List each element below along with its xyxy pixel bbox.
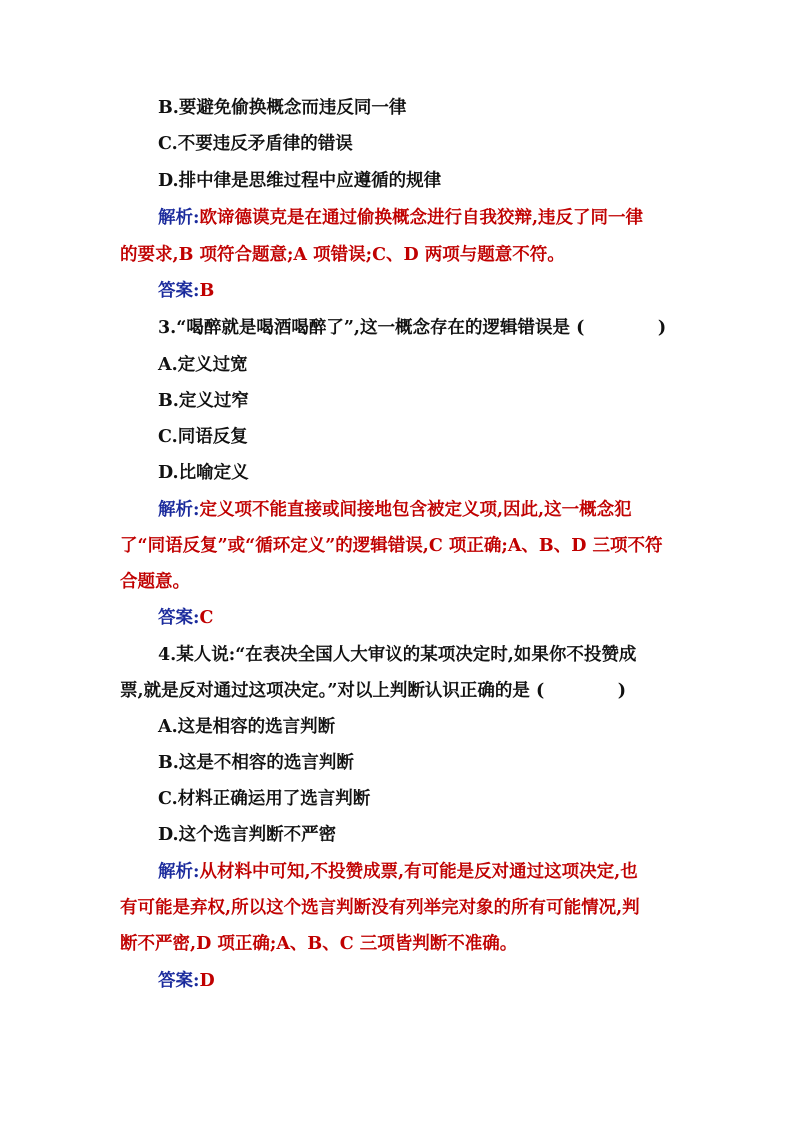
q2-analysis-text-1: 欧谛德谟克是在通过偷换概念进行自我狡辩,违反了同一律 bbox=[199, 208, 644, 228]
q3-stem bbox=[158, 310, 680, 346]
q2-answer bbox=[158, 273, 680, 309]
q4-analysis-label: 解析: bbox=[158, 862, 200, 882]
q3-paren-close: ) bbox=[657, 318, 667, 338]
q3-answer bbox=[158, 600, 680, 636]
q2-analysis-label: 解析: bbox=[158, 208, 200, 228]
q3-option-c: C.同语反复 bbox=[158, 427, 248, 447]
q4-answer bbox=[158, 963, 680, 999]
q4-analysis-text-1: 从材料中可知,不投赞成票,有可能是反对通过这项决定,也 bbox=[199, 862, 638, 882]
q3-analysis-text-1: 定义项不能直接或间接地包含被定义项,因此,这一概念犯 bbox=[199, 500, 632, 520]
q4-option-a: A.这是相容的选言判断 bbox=[158, 717, 336, 737]
q3-answer-value: C bbox=[199, 608, 214, 628]
q2-answer-label: 答案: bbox=[158, 281, 200, 301]
q4-option-c: C.材料正确运用了选言判断 bbox=[158, 789, 371, 809]
q3-paren-open: ( bbox=[576, 318, 585, 338]
q2-option-c: C.不要违反矛盾律的错误 bbox=[158, 134, 353, 154]
q2-option-b: B.要避免偷换概念而违反同一律 bbox=[158, 98, 407, 118]
q4-paren-open: ( bbox=[536, 681, 545, 701]
q4-option-b: B.这是不相容的选言判断 bbox=[158, 753, 354, 773]
q4-stem-text-2: 票,就是反对通过这项决定。”对以上判断认识正确的是 bbox=[120, 681, 530, 701]
q3-analysis-label: 解析: bbox=[158, 500, 200, 520]
q4-analysis-line-1 bbox=[158, 854, 680, 890]
q2-option-d: D.排中律是思维过程中应遵循的规律 bbox=[158, 171, 442, 191]
q4-option-d: D.这个选言判断不严密 bbox=[158, 825, 337, 845]
q3-option-b: B.定义过窄 bbox=[158, 391, 249, 411]
q4-answer-value: D bbox=[199, 971, 215, 991]
q4-analysis-line-3: 断不严密,D 项正确;A、B、C 三项皆判断不准确。 bbox=[120, 934, 518, 954]
q2-analysis-line-2: 的要求,B 项符合题意;A 项错误;C、D 两项与题意不符。 bbox=[120, 245, 565, 265]
q4-stem-line-1: 4.某人说:“在表决全国人大审议的某项决定时,如果你不投赞成 bbox=[158, 645, 637, 665]
q2-answer-value: B bbox=[199, 281, 215, 301]
q4-answer-label: 答案: bbox=[158, 971, 200, 991]
q2-analysis-line-1 bbox=[158, 200, 680, 236]
q4-analysis-line-2: 有可能是弃权,所以这个选言判断没有列举完对象的所有可能情况,判 bbox=[120, 898, 640, 918]
q3-stem-text: 3.“喝醉就是喝酒喝醉了”,这一概念存在的逻辑错误是 bbox=[158, 318, 570, 338]
q3-analysis-line-1 bbox=[158, 492, 680, 528]
q3-answer-label: 答案: bbox=[158, 608, 200, 628]
q3-option-d: D.比喻定义 bbox=[158, 463, 249, 483]
q4-paren-close: ) bbox=[617, 681, 627, 701]
q3-analysis-line-2: 了“同语反复”或“循环定义”的逻辑错误,C 项正确;A、B、D 三项不符 bbox=[120, 536, 663, 556]
q4-stem-line-2 bbox=[120, 673, 680, 709]
q3-analysis-line-3: 合题意。 bbox=[120, 572, 190, 592]
q3-option-a: A.定义过宽 bbox=[158, 355, 248, 375]
